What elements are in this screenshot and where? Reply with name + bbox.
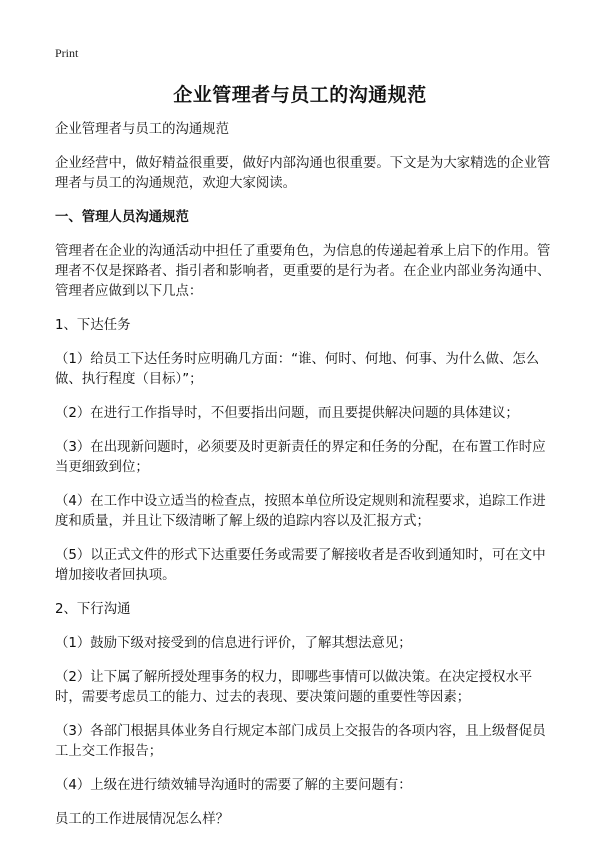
closing-question: 员工的工作进展情况怎么样？ [55,812,230,827]
intro-paragraph: 企业经营中，做好精益很重要，做好内部沟通也很重要。下文是为大家精选的企业管理者与员工的沟通规范，欢迎大家阅读。 [55,156,551,191]
list-item: （3）各部门根据具体业务自行规定本部门成员上交报告的各项内容，且上级督促员工上交工作报告； [55,724,546,759]
article-subtitle: 企业管理者与员工的沟通规范 [55,122,230,137]
section-intro-paragraph: 管理者在企业的沟通活动中担任了重要角色，为信息的传递起着承上启下的作用。管理者不仅是探路者、指引者和影响者，更重要的是行为者。在企业内部业务沟通中、管理者应做到以下几点： [55,244,551,299]
list-item: （4）上级在进行绩效辅导沟通时的需要了解的主要问题有： [55,778,412,793]
list-item: （5）以正式文件的形式下达重要任务或需要了解接收者是否收到通知时，可在文中增加接收者回执项。 [55,548,546,583]
subsection-heading-downward: 2、下行沟通 [55,602,131,617]
page-title: 企业管理者与员工的沟通规范 [173,84,427,106]
print-link[interactable]: Print [55,46,79,60]
section-heading: 一、管理人员沟通规范 [55,210,189,225]
list-item: （2）让下属了解所授处理事务的权力，即哪些事情可以做决策。在决定授权水平时，需要考虑员工的能力、过去的表现、要决策问题的重要性等因素； [55,670,533,705]
list-item: （2）在进行工作指导时，不但要指出问题，而且要提供解决问题的具体建议； [55,406,519,421]
subsection-heading-tasks: 1、下达任务 [55,318,131,333]
article-body [55,120,553,844]
list-item: （3）在出现新问题时，必须要及时更新责任的界定和任务的分配，在布置工作时应当更细致到位； [55,440,546,475]
list-item: （1）给员工下达任务时应明确几方面：“谁、何时、何地、何事、为什么做、怎么做、执行程度（目标）”； [55,352,540,387]
list-item: （1）鼓励下级对接受到的信息进行评价，了解其想法意见； [55,636,412,651]
list-item: （4）在工作中设立适当的检查点，按照本单位所设定规则和流程要求，追踪工作进度和质量，并且让下级清晰了解上级的追踪内容以及汇报方式； [55,494,546,529]
